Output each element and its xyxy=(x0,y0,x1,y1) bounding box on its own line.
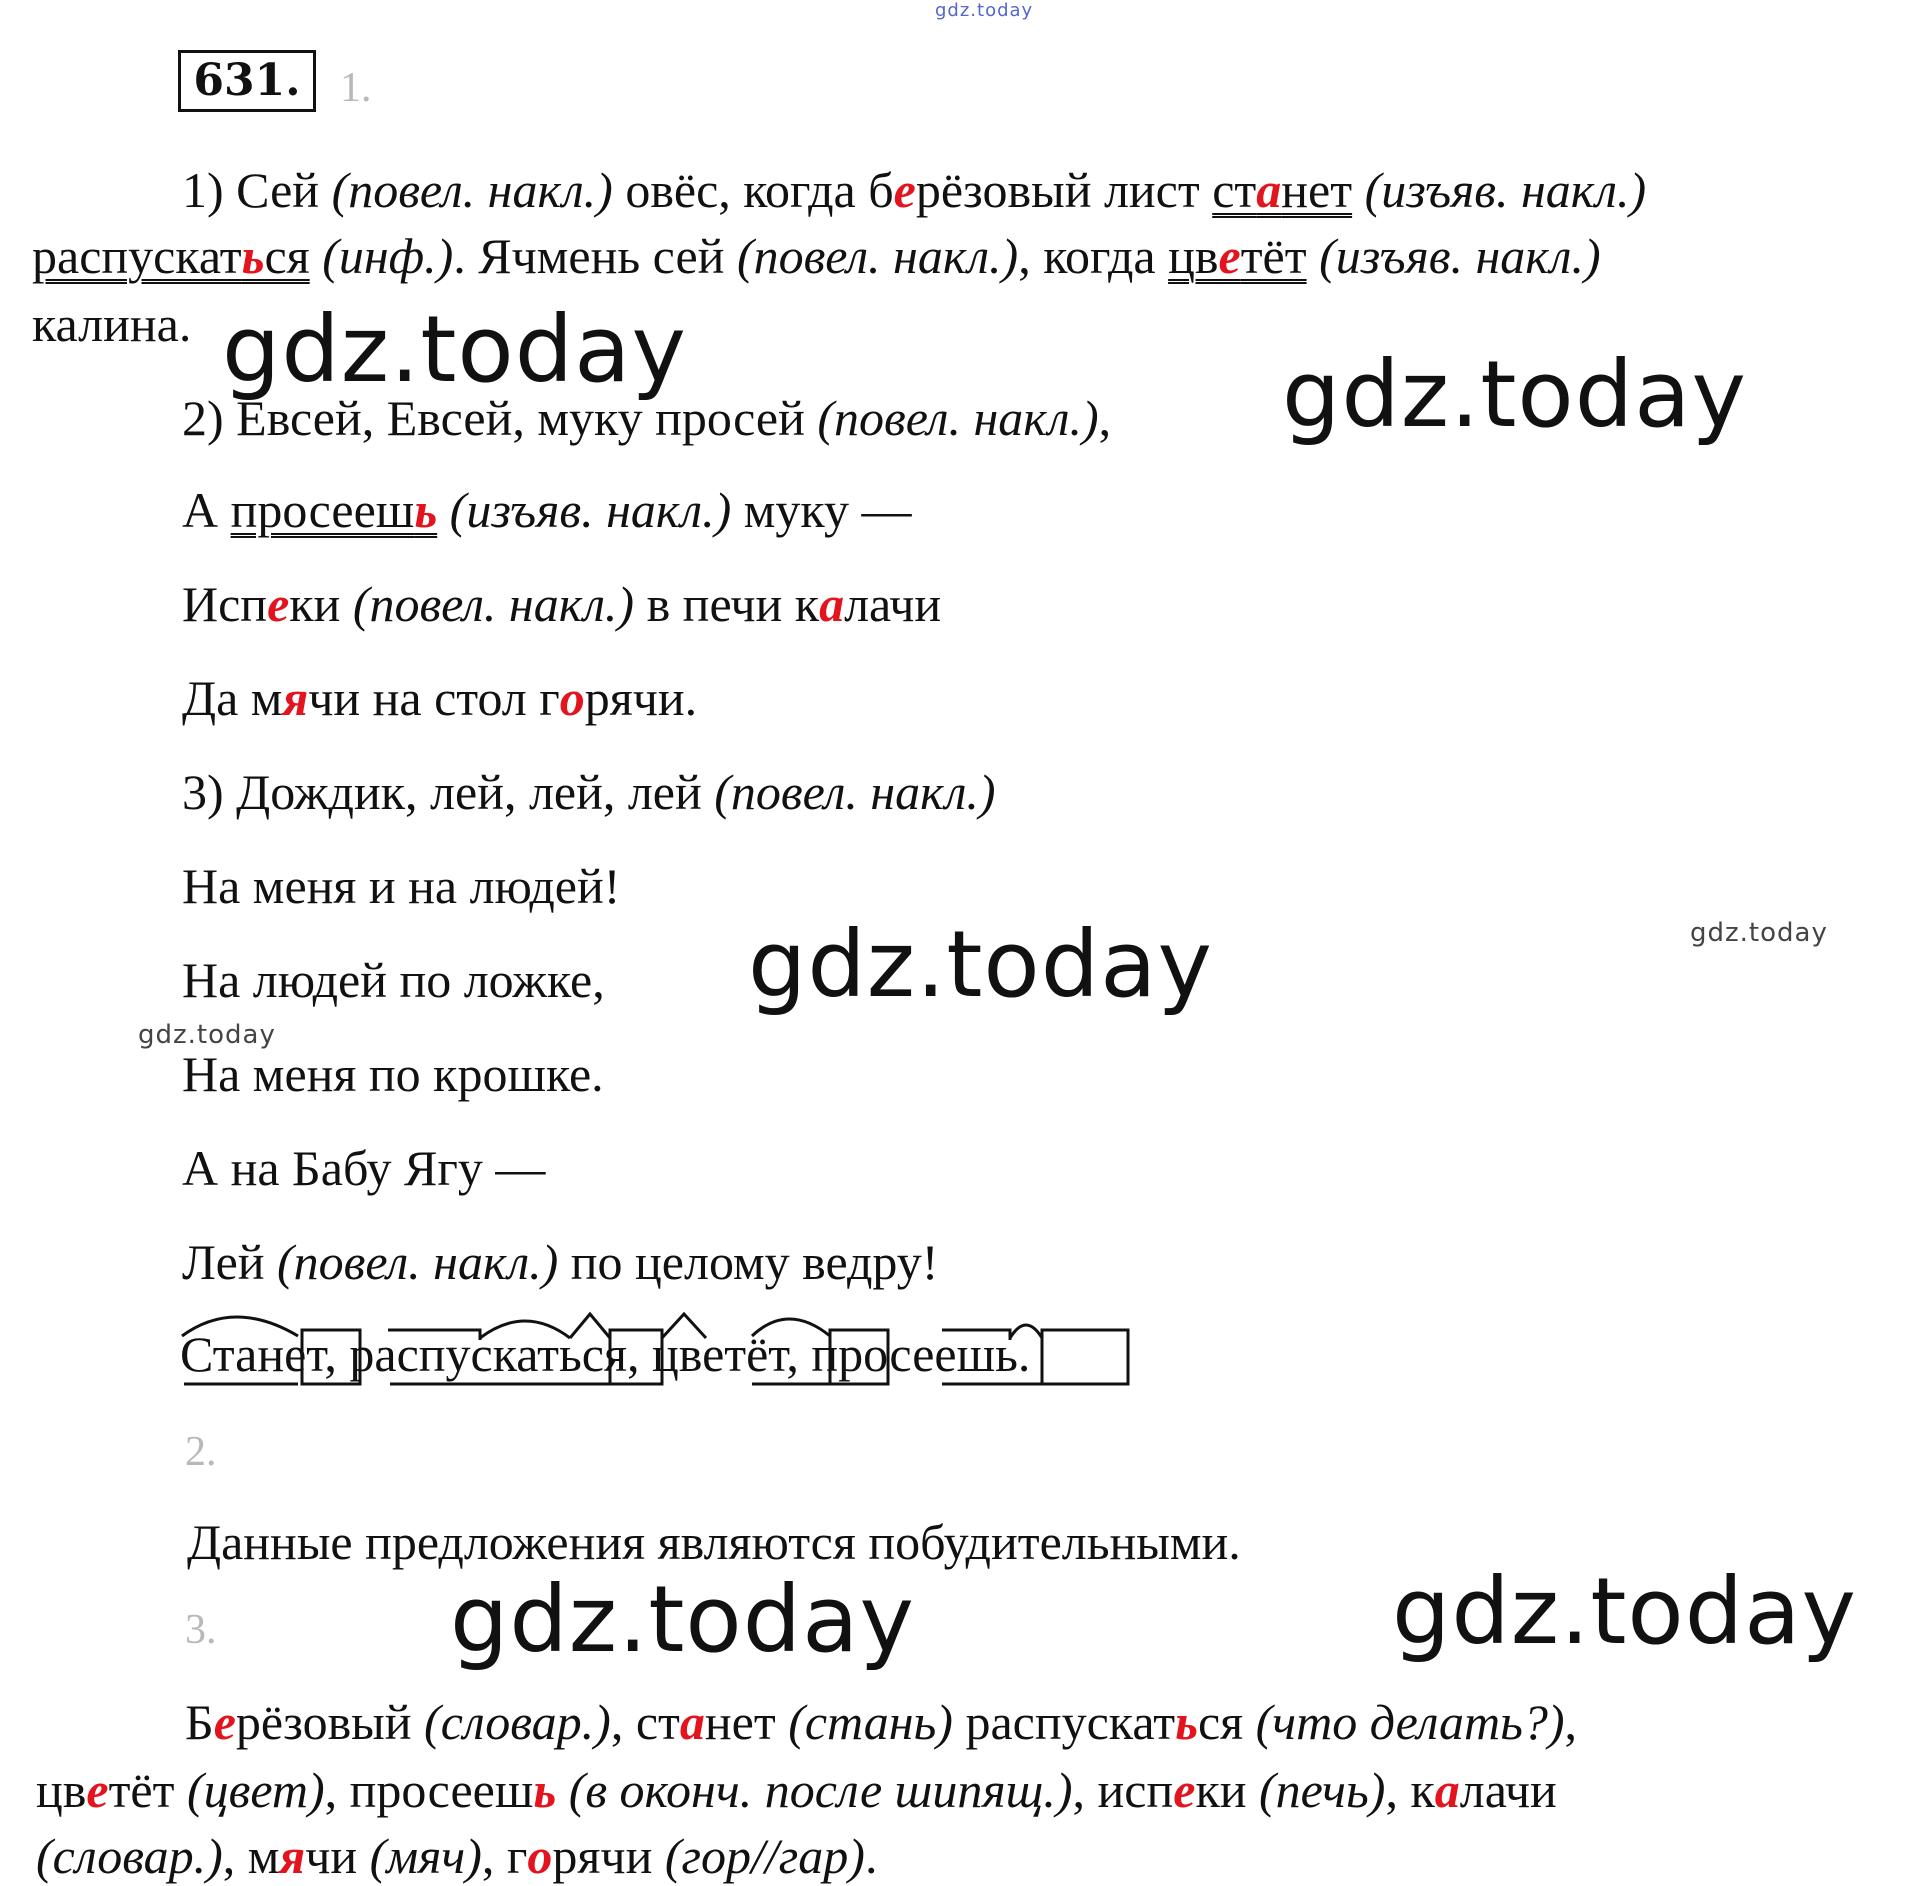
text-line: распускаться (инф.). Ячмень сей (повел. накл.), когда цветёт (изъяв. накл.) xyxy=(32,228,1601,284)
watermark: gdz.today xyxy=(1282,341,1747,448)
text-line: (словар.), мячи (мяч), горячи (гор//гар). xyxy=(36,1828,878,1884)
text-line: 1) Сей (повел. накл.) овёс, когда берёзовый лист станет (изъяв. накл.) xyxy=(182,162,1647,218)
text-line: Данные предложения являются побудительными. xyxy=(187,1514,1241,1570)
text-line: А просеешь (изъяв. накл.) муку — xyxy=(182,482,912,538)
morpheme-words: Станет, распускаться, цветёт, просеешь. xyxy=(180,1326,1031,1382)
text-line: Берёзовый (словар.), станет (стань) распускаться (что делать?), xyxy=(185,1694,1578,1750)
section-label-3: 3. xyxy=(185,1607,217,1653)
section-label-1: 1. xyxy=(340,65,372,111)
morpheme-analysis xyxy=(180,1300,1200,1410)
text-line: А на Бабу Ягу — xyxy=(182,1140,546,1196)
text-line: 2) Евсей, Евсей, муку просей (повел. накл.), xyxy=(182,390,1112,446)
watermark: gdz.today xyxy=(1392,1558,1857,1665)
text-line: На людей по ложке, xyxy=(182,952,605,1008)
text-line: На меня по крошке. xyxy=(182,1046,604,1102)
text-line: На меня и на людей! xyxy=(182,858,621,914)
watermark: gdz.today xyxy=(222,296,687,403)
exercise-number: 631. xyxy=(178,50,316,112)
text-line: Испеки (повел. накл.) в печи калачи xyxy=(182,576,942,632)
watermark: gdz.today xyxy=(450,1566,915,1673)
text-line: калина. xyxy=(32,296,192,352)
watermark: gdz.today xyxy=(748,911,1213,1018)
watermark: gdz.today xyxy=(138,1020,276,1050)
text-line: Да мячи на стол горячи. xyxy=(182,670,698,726)
text-line: 3) Дождик, лей, лей, лей (повел. накл.) xyxy=(182,764,996,820)
text-line: Лей (повел. накл.) по целому ведру! xyxy=(182,1234,939,1290)
watermark: gdz.today xyxy=(1690,918,1828,948)
text-line: цветёт (цвет), просеешь (в оконч. после шипящ.), испеки (печь), калачи xyxy=(36,1762,1557,1818)
watermark-top: gdz.today xyxy=(935,0,1034,21)
section-label-2: 2. xyxy=(185,1429,217,1475)
